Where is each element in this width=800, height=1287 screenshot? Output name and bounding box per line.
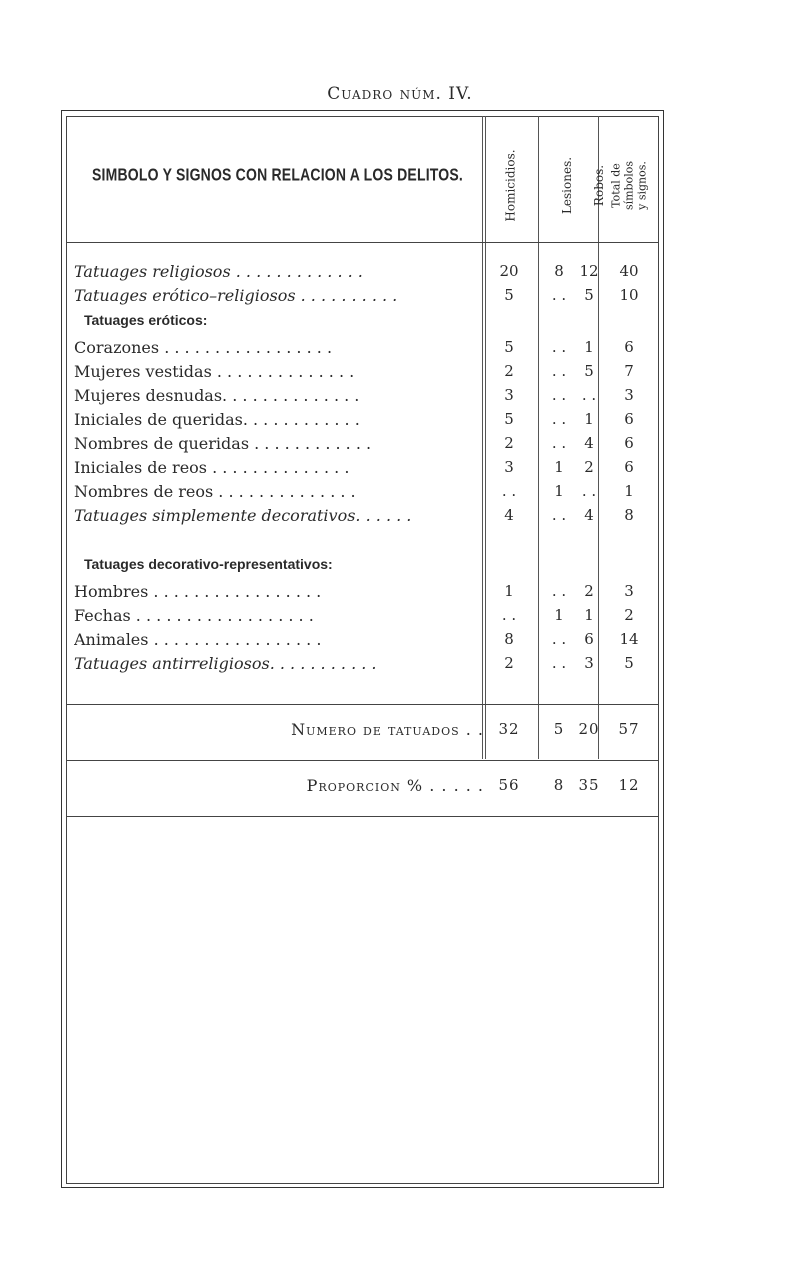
row-value: . . [551,338,567,356]
totals-value: 5 [553,720,565,738]
table-row [74,410,654,432]
row-value: 1 [584,410,594,428]
row-label: Iniciales de reos . . . . . . . . . . . . . . [74,458,350,477]
table-row [74,434,654,456]
row-value: . . [581,386,597,404]
table-row [74,482,654,504]
row-value: 1 [584,338,594,356]
proportion-row [74,776,640,800]
totals-value: 20 [578,720,600,738]
row-label: Mujeres desnudas. . . . . . . . . . . . . . [74,386,360,405]
row-value: 3 [504,458,514,476]
row-value: . . [551,362,567,380]
row-value: 8 [504,630,514,648]
row-value: 5 [504,338,514,356]
row-value: 2 [624,606,634,624]
proportion-rule [66,760,659,761]
row-value: 2 [504,434,514,452]
row-value: . . [581,482,597,500]
page-title: Cuadro núm. IV. [327,84,473,104]
table-row [74,506,654,528]
row-value: . . [551,630,567,648]
row-value: . . [551,410,567,428]
proportion-value: 35 [578,776,600,794]
header-rule [66,242,659,243]
row-value: 4 [584,434,594,452]
row-label: Corazones . . . . . . . . . . . . . . . . . [74,338,333,357]
row-value: 1 [554,606,564,624]
table-row [74,582,654,604]
row-value: . . [551,582,567,600]
table-row [74,362,654,384]
table-row [74,458,654,480]
row-value: 1 [584,606,594,624]
row-value: . . [551,386,567,404]
row-value: 14 [619,630,639,648]
row-label: Tatuages simplemente decorativos. . . . . . [74,506,412,525]
totals-label: Numero de tatuados . . [291,720,484,739]
column-header-lesiones: Lesiones. [560,156,575,214]
table-row [74,654,654,676]
row-value: 7 [624,362,634,380]
row-value: 3 [584,654,594,672]
totals-row [74,720,640,744]
row-label: Mujeres vestidas . . . . . . . . . . . . . . [74,362,355,381]
row-value: 6 [624,458,634,476]
row-value: . . [551,506,567,524]
row-label: Iniciales de queridas. . . . . . . . . . . . [74,410,360,429]
table-header-title: SIMBOLO Y SIGNOS CON RELACION A LOS DELITOS. [92,164,464,184]
row-value: . . [551,286,567,304]
row-label: Tatuages antirreligiosos. . . . . . . . . . . [74,654,377,673]
row-value: 20 [499,262,519,280]
row-label: Nombres de reos . . . . . . . . . . . . . . [74,482,356,501]
row-label: Tatuages erótico–religiosos . . . . . . . . . . [74,286,398,305]
table-row [74,386,654,408]
row-label: Tatuages religiosos . . . . . . . . . . . . . [74,262,363,281]
row-value: 3 [504,386,514,404]
row-value: 5 [584,362,594,380]
table-row [74,338,654,360]
row-value: 8 [624,506,634,524]
row-value: 6 [584,630,594,648]
totals-value: 57 [618,720,640,738]
proportion-value: 12 [618,776,640,794]
row-value: 10 [619,286,639,304]
row-value: 2 [584,582,594,600]
row-value: 2 [504,362,514,380]
row-value: 2 [584,458,594,476]
column-header-total: Total de símbolos y signos. [609,160,649,210]
table-row [74,286,654,308]
row-value: 12 [579,262,599,280]
row-label: Fechas . . . . . . . . . . . . . . . . . . [74,606,314,625]
row-value: 4 [504,506,514,524]
section-eroticos: Tatuages eróticos: [84,312,208,328]
row-value: . . [501,606,517,624]
row-value: 6 [624,338,634,356]
row-label: Hombres . . . . . . . . . . . . . . . . . [74,582,322,601]
row-value: 3 [624,386,634,404]
row-value: 3 [624,582,634,600]
totals-value: 32 [498,720,520,738]
bottom-rule [66,816,659,817]
row-value: 5 [504,410,514,428]
row-value: 6 [624,410,634,428]
column-header-homicidios: Homicidios. [504,148,518,222]
row-value: 5 [624,654,634,672]
totals-rule [66,704,659,705]
row-value: 5 [504,286,514,304]
row-value: 8 [554,262,564,280]
row-value: 1 [504,582,514,600]
row-value: 4 [584,506,594,524]
row-value: 5 [584,286,594,304]
row-value: 2 [504,654,514,672]
proportion-value: 8 [553,776,565,794]
row-label: Nombres de queridas . . . . . . . . . . . . [74,434,372,453]
row-value: . . [501,482,517,500]
section-decorativo: Tatuages decorativo-representativos: [84,556,333,572]
row-value: 40 [619,262,639,280]
proportion-value: 56 [498,776,520,794]
row-label: Animales . . . . . . . . . . . . . . . . . [74,630,322,649]
table-row [74,262,654,284]
table-row [74,630,654,652]
row-value: 1 [554,482,564,500]
table-row [74,606,654,628]
column-header-robos: Robos. [592,164,607,206]
row-value: . . [551,434,567,452]
row-value: . . [551,654,567,672]
proportion-label: Proporcion % . . . . . [306,776,484,795]
row-value: 1 [624,482,634,500]
row-value: 6 [624,434,634,452]
row-value: 1 [554,458,564,476]
